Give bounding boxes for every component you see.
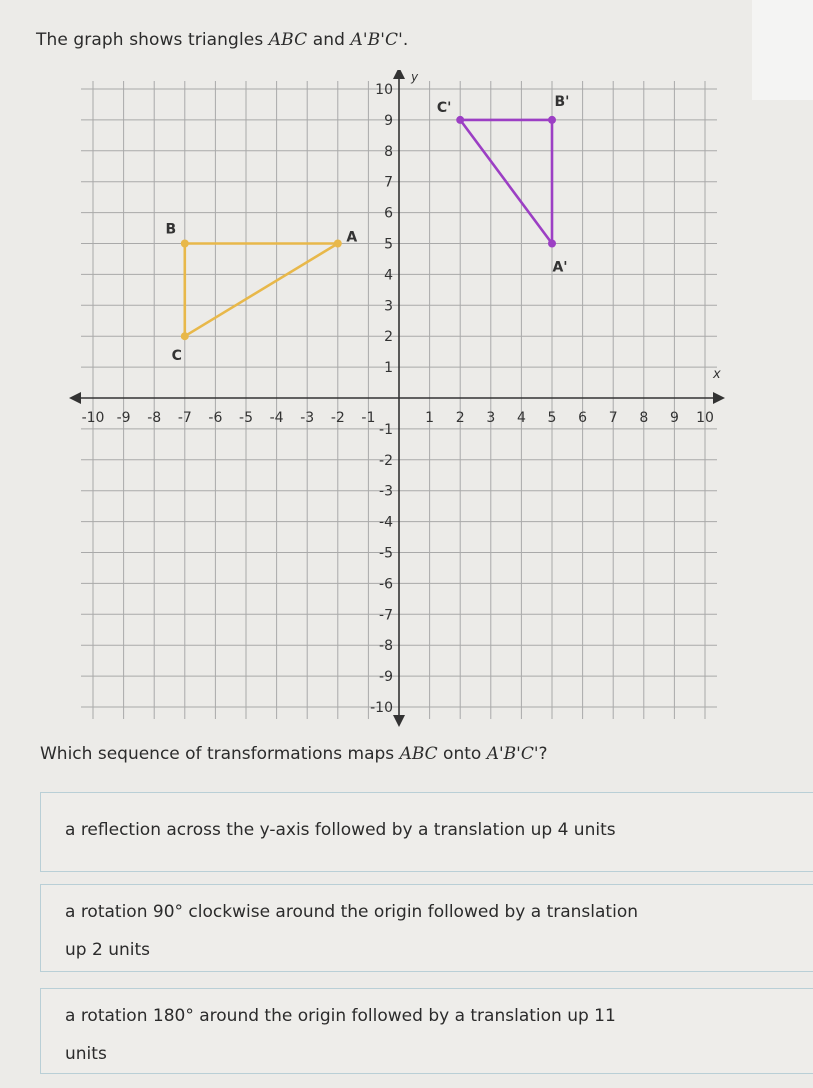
side-panel xyxy=(752,0,813,100)
y-tick-label: -9 xyxy=(379,669,393,686)
x-tick-label: 8 xyxy=(639,410,649,426)
vertex-label: B' xyxy=(554,93,570,110)
question-and: and xyxy=(307,30,351,50)
question-prefix: The graph shows triangles xyxy=(36,30,269,50)
y-tick-label: 5 xyxy=(384,236,393,253)
prompt-triangle-image: A'B'C' xyxy=(486,744,539,764)
y-tick-label: 4 xyxy=(384,267,393,284)
y-tick-label: 10 xyxy=(375,82,393,98)
y-tick-label: 3 xyxy=(384,298,393,315)
prompt-prefix: Which sequence of transformations maps xyxy=(40,744,400,764)
x-tick-label: 9 xyxy=(669,410,679,426)
question-triangle-image: A'B'C' xyxy=(350,30,403,50)
vertex-point-c xyxy=(181,332,189,340)
coordinate-graph xyxy=(60,70,750,730)
vertex-label: A' xyxy=(552,259,568,276)
x-tick-label: -7 xyxy=(177,410,192,426)
x-tick-label: 3 xyxy=(486,410,496,426)
vertex-label: B xyxy=(165,221,177,238)
x-axis-arrow-left xyxy=(69,392,81,404)
choice-0-text: a reflection across the y-axis followed by a translation up 4 units xyxy=(65,820,616,840)
y-tick-label: 9 xyxy=(384,112,393,129)
x-tick-label: 4 xyxy=(516,410,526,426)
y-tick-label: -1 xyxy=(379,421,393,438)
x-tick-label: -8 xyxy=(147,410,162,426)
x-axis-label: x xyxy=(713,367,721,382)
x-tick-label: -3 xyxy=(300,410,315,426)
x-tick-label: 1 xyxy=(425,410,435,426)
triangle-abc xyxy=(185,244,338,337)
y-tick-label: -5 xyxy=(379,545,393,562)
y-tick-label: -2 xyxy=(379,452,393,469)
x-tick-label: -6 xyxy=(208,410,223,426)
x-tick-label: -2 xyxy=(330,410,345,426)
choice-2-line2: units xyxy=(65,1044,107,1064)
prompt-question-mark: ? xyxy=(538,744,548,764)
question-period: . xyxy=(402,30,409,50)
x-tick-label: -1 xyxy=(361,410,376,426)
x-tick-label: -10 xyxy=(81,410,105,426)
graph-svg xyxy=(60,70,750,730)
vertex-label: C xyxy=(171,348,182,365)
y-axis-label: y xyxy=(411,70,419,84)
x-tick-label: -9 xyxy=(116,410,131,426)
vertex-label: C' xyxy=(436,99,452,116)
x-tick-label: 2 xyxy=(455,410,465,426)
x-tick-label: 10 xyxy=(696,410,714,426)
y-tick-label: 1 xyxy=(384,360,393,377)
x-tick-label: -4 xyxy=(269,410,284,426)
x-tick-label: 5 xyxy=(547,410,557,426)
vertex-point-c-prime xyxy=(456,116,464,124)
vertex-point-b-prime xyxy=(548,116,556,124)
vertex-label: A xyxy=(346,229,358,246)
vertex-point-a-prime xyxy=(548,240,556,248)
answer-choice-reflection[interactable] xyxy=(40,792,813,872)
x-tick-label: -5 xyxy=(239,410,253,426)
y-tick-label: -10 xyxy=(370,700,393,716)
y-tick-label: -3 xyxy=(379,483,393,500)
y-axis-arrow-up xyxy=(393,70,405,79)
y-tick-label: -6 xyxy=(379,576,393,593)
y-tick-label: -4 xyxy=(379,514,393,531)
y-tick-label: 8 xyxy=(384,143,393,160)
y-axis-arrow-down xyxy=(393,715,405,727)
vertex-point-b xyxy=(181,240,189,248)
prompt-onto: onto xyxy=(437,744,487,764)
choice-1-line2: up 2 units xyxy=(65,940,150,960)
x-tick-label: 6 xyxy=(578,410,588,426)
prompt-text xyxy=(40,744,548,764)
choice-1-line1: a rotation 90° clockwise around the origin followed by a translation xyxy=(65,902,638,922)
x-axis-arrow-right xyxy=(713,392,725,404)
prompt-triangle-abc: ABC xyxy=(399,744,438,764)
y-tick-label: -7 xyxy=(379,607,393,624)
choice-2-line1: a rotation 180° around the origin followed by a translation up 11 xyxy=(65,1006,616,1026)
vertex-point-a xyxy=(334,240,342,248)
y-tick-label: 7 xyxy=(384,174,393,191)
question-text xyxy=(36,30,408,50)
answer-choice-rotation-90[interactable] xyxy=(40,884,813,972)
question-triangle-abc: ABC xyxy=(268,30,308,50)
y-tick-label: -8 xyxy=(379,638,393,655)
y-tick-label: 6 xyxy=(384,205,393,222)
x-tick-label: 7 xyxy=(608,410,618,426)
y-tick-label: 2 xyxy=(384,329,393,346)
answer-choice-rotation-180[interactable] xyxy=(40,988,813,1074)
